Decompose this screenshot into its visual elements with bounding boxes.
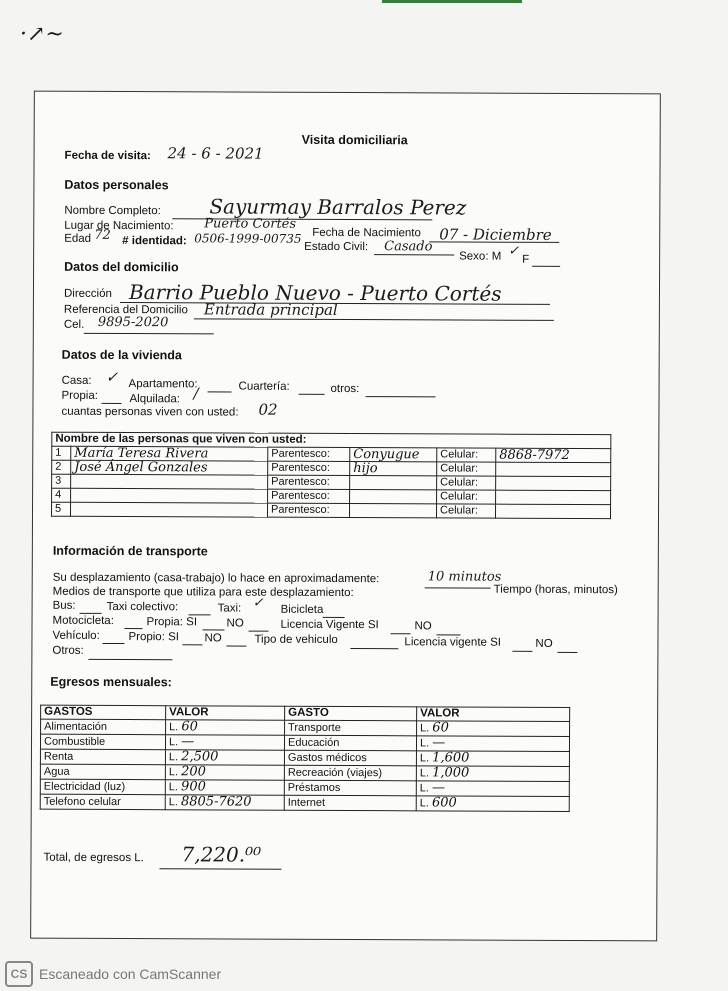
- age-label: Edad: [64, 232, 92, 245]
- otros-transport-label: Otros:: [52, 644, 84, 657]
- table-row: Combustible L. — Educación L. —: [40, 734, 569, 751]
- taxi-value: ✓: [252, 595, 264, 611]
- cuarteria-label: Cuartería:: [238, 380, 290, 393]
- moto-licencia-no-label: NO: [414, 620, 432, 633]
- table-row: 1 María Teresa Rivera Parentesco: Conyugue Celular: 8868-7972: [52, 446, 611, 462]
- domicile-heading: Datos del domicilio: [64, 259, 179, 275]
- table-row: Electricidad (luz) L. 900 Préstamos L. —: [40, 779, 569, 796]
- casa-value: ✓: [105, 367, 119, 387]
- expenses-table: GASTOS VALOR GASTO VALOR Alimentación L. 60 Transporte L. 60 Combustible L. — Educación L. — Renta L. 2,500 Gastos médicos L. 1,600 Agua L. 200 Recreación (viajes) L. 1,000 Electricidad (luz) L. 900 Préstamos L. — Telefono celular L. 8805-7620 Internet L. 600: [40, 705, 570, 812]
- expenses-heading: Egresos mensuales:: [50, 674, 172, 690]
- table-row: 5 Parentesco: Celular:: [51, 502, 610, 518]
- otros-housing-label: otros:: [330, 382, 360, 396]
- page-title: Visita domiciliaria: [301, 132, 408, 148]
- vehiculo-licencia-label: Licencia vigente SI: [404, 636, 502, 649]
- total-label: Total, de egresos L.: [43, 851, 144, 865]
- vehiculo-no-label: NO: [204, 632, 222, 645]
- address-value: Barrio Pueblo Nuevo - Puerto Cortés: [128, 280, 502, 306]
- moto-licencia-label: Licencia Vigente SI: [280, 618, 379, 632]
- moto-label: Motocicleta:: [52, 614, 114, 627]
- taxi-label: Taxi:: [217, 602, 242, 615]
- birthplace-label: Lugar de Nacimiento:: [64, 219, 174, 233]
- sex-value: ✓: [508, 243, 520, 259]
- tipo-label: Tipo de vehiculo: [254, 633, 338, 646]
- reference-label: Referencia del Domicilio: [63, 303, 188, 317]
- sex-f-label: F: [522, 253, 530, 266]
- table-row: 2 José Ángel Gonzales Parentesco: hijo Celular:: [52, 460, 611, 476]
- table-row: Agua L. 200 Recreación (viajes) L. 1,000: [40, 764, 569, 781]
- table-row: 4 Parentesco: Celular:: [52, 488, 611, 504]
- people-value: 02: [258, 400, 278, 419]
- moto-propia-label: Propia: SI: [146, 616, 198, 629]
- alquilada-label: Alquilada:: [129, 393, 181, 406]
- name-value: Sayurmay Barralos Perez: [209, 194, 467, 220]
- vehiculo-licencia-no-label: NO: [535, 637, 553, 650]
- housing-heading: Datos de la vivienda: [61, 347, 182, 363]
- moto-no-label: NO: [226, 617, 244, 630]
- form-sheet: [30, 91, 661, 942]
- commute-label: Su desplazamiento (casa-trabajo) lo hace en aproximadamente:: [52, 571, 380, 586]
- propia-label: Propia:: [61, 389, 98, 402]
- visit-date-value: 24 - 6 - 2021: [167, 144, 264, 163]
- taxi-colectivo-label: Taxi colectivo:: [106, 600, 179, 614]
- residents-header: Nombre de las personas que viven con usted:: [52, 432, 611, 448]
- civil-value: Casado: [384, 239, 433, 255]
- table-row: Alimentación L. 60 Transporte L. 60: [41, 719, 570, 736]
- vehiculo-label: Vehículo:: [52, 629, 100, 642]
- people-label: cuantas personas viven con usted:: [61, 405, 239, 419]
- reference-value: Entrada principal: [203, 300, 338, 319]
- age-value: 72: [94, 227, 111, 243]
- table-row: Telefono celular L. 8805-7620 Internet L. 600: [40, 794, 569, 811]
- camscanner-watermark: [5, 961, 221, 987]
- address-label: Dirección: [63, 287, 112, 300]
- birthplace-value: Puerto Cortés: [204, 216, 297, 232]
- cel-label: Cel.: [63, 318, 85, 331]
- table-row: Renta L. 2,500 Gastos médicos L. 1,600: [40, 749, 569, 766]
- camscanner-logo-icon: CS: [5, 961, 33, 987]
- total-value: 7,220.⁰⁰: [181, 842, 262, 867]
- cel-value: 9895-2020: [97, 314, 169, 331]
- alquilada-value: /: [193, 384, 199, 403]
- bicicleta-label: Bicicleta: [280, 603, 324, 616]
- birthdate-label: Fecha de Nacimiento: [312, 226, 421, 240]
- transport-heading: Información de transporte: [52, 543, 208, 559]
- vehiculo-propio-label: Propio: SI: [128, 631, 179, 644]
- id-value: 0506-1999-00735: [194, 231, 302, 246]
- personal-heading: Datos personales: [64, 177, 169, 193]
- id-label: # identidad:: [122, 235, 187, 248]
- watermark-text: Escaneado con CamScanner: [39, 966, 222, 982]
- commute-unit: Tiempo (horas, minutos): [493, 583, 618, 597]
- bus-label: Bus:: [52, 599, 76, 612]
- means-label: Medios de transporte que utiliza para este desplazamiento:: [52, 585, 354, 600]
- casa-label: Casa:: [61, 374, 92, 387]
- residents-table: [51, 432, 611, 519]
- birthdate-value: 07 - Diciembre: [439, 225, 552, 244]
- corner-scribble: ·↗~: [20, 22, 64, 47]
- apartamento-label: Apartamento:: [128, 378, 198, 391]
- name-label: Nombre Completo:: [64, 204, 161, 218]
- civil-label: Estado Civil:: [304, 240, 369, 254]
- top-edge-strip: [382, 0, 522, 3]
- sex-label: Sexo: M: [459, 250, 502, 263]
- commute-value: 10 minutos: [427, 569, 502, 585]
- table-row: 3 Parentesco: Celular:: [52, 474, 611, 490]
- visit-date-label: Fecha de visita:: [64, 149, 151, 163]
